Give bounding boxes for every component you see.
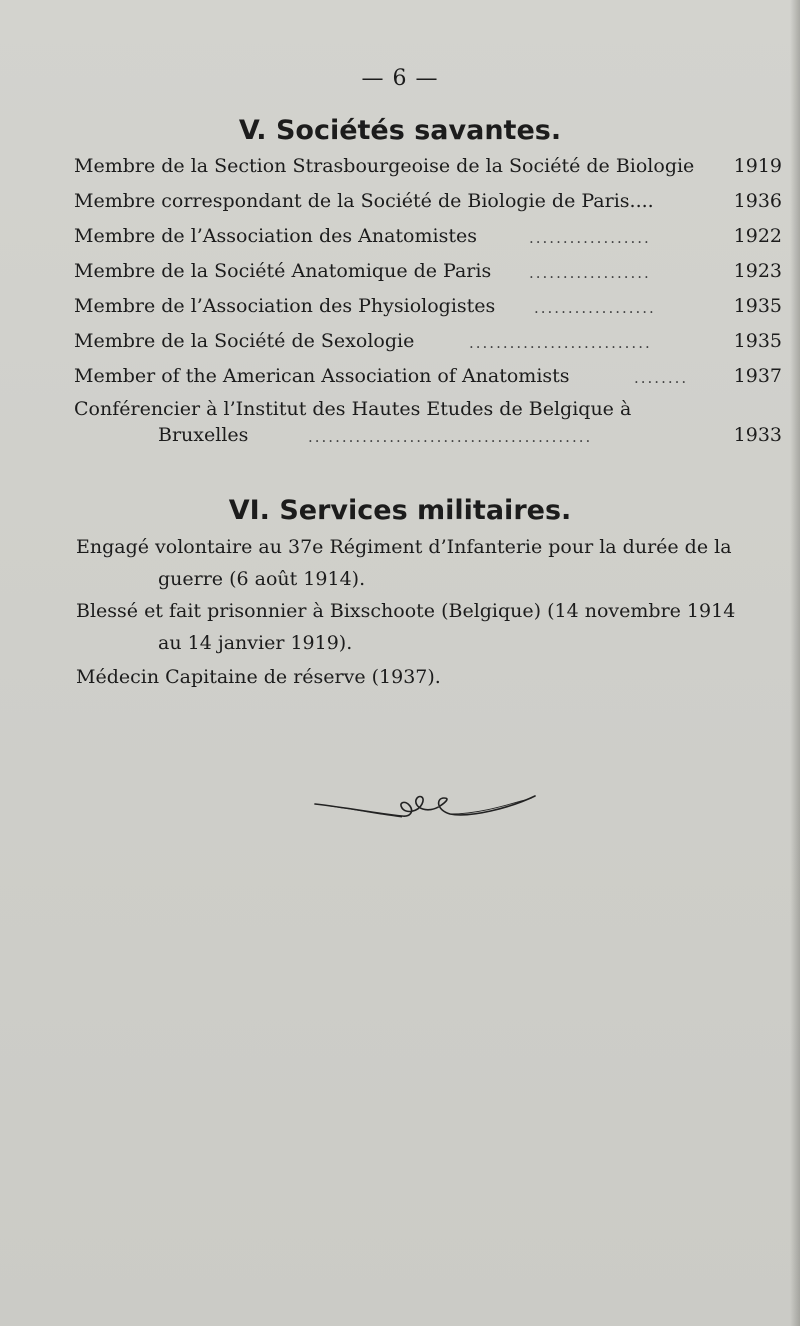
list-item (74, 330, 782, 362)
item-year: 1922 (733, 225, 782, 247)
paragraph-line: au 14 janvier 1919). (158, 632, 353, 654)
item-year: 1935 (733, 295, 782, 317)
item-year: 1923 (733, 260, 782, 282)
leader-dots: ........................... (469, 334, 652, 352)
page-edge-shadow (790, 0, 800, 1326)
item-year: 1937 (733, 365, 782, 387)
leader-dots: ........ (634, 369, 689, 387)
paragraph-line: Engagé volontaire au 37e Régiment d’Infanterie pour la durée de la (76, 536, 732, 558)
list-item (74, 260, 782, 292)
item-text: Bruxelles (158, 424, 249, 446)
item-year: 1935 (733, 330, 782, 352)
item-text: Membre de la Section Strasbourgeoise de la Société de Biologie (74, 155, 695, 177)
item-text: Conférencier à l’Institut des Hautes Etudes de Belgique à (74, 398, 632, 420)
list-item (158, 424, 782, 456)
section-6-title: VI. Services militaires. (228, 495, 572, 526)
leader-dots: .................. (529, 264, 651, 282)
leader-dots: .................. (534, 299, 656, 317)
item-text: Membre de la Société de Sexologie (74, 330, 415, 352)
item-text: Membre de la Société Anatomique de Paris (74, 260, 492, 282)
item-year: 1933 (733, 424, 782, 446)
list-item (74, 225, 782, 257)
item-text: Membre correspondant de la Société de Biologie de Paris.... (74, 190, 654, 212)
item-text: Member of the American Association of Anatomists (74, 365, 570, 387)
list-item (74, 365, 782, 397)
paragraph-line: Médecin Capitaine de réserve (1937). (76, 666, 441, 688)
page-number: — 6 — (361, 66, 439, 91)
list-item (74, 190, 782, 222)
leader-dots: .......................................... (308, 428, 593, 446)
list-item (74, 295, 782, 327)
item-text: Membre de l’Association des Physiologistes (74, 295, 496, 317)
item-text: Membre de l’Association des Anatomistes (74, 225, 477, 247)
item-year: 1936 (733, 190, 782, 212)
item-year: 1919 (733, 155, 782, 177)
section-5-title: V. Sociétés savantes. (238, 115, 562, 146)
paragraph-line: Blessé et fait prisonnier à Bixschoote (Belgique) (14 novembre 1914 (76, 600, 736, 622)
list-item (74, 155, 782, 187)
paragraph-line: guerre (6 août 1914). (158, 568, 366, 590)
leader-dots: .................. (529, 229, 651, 247)
ornament-flourish-icon (310, 790, 540, 830)
